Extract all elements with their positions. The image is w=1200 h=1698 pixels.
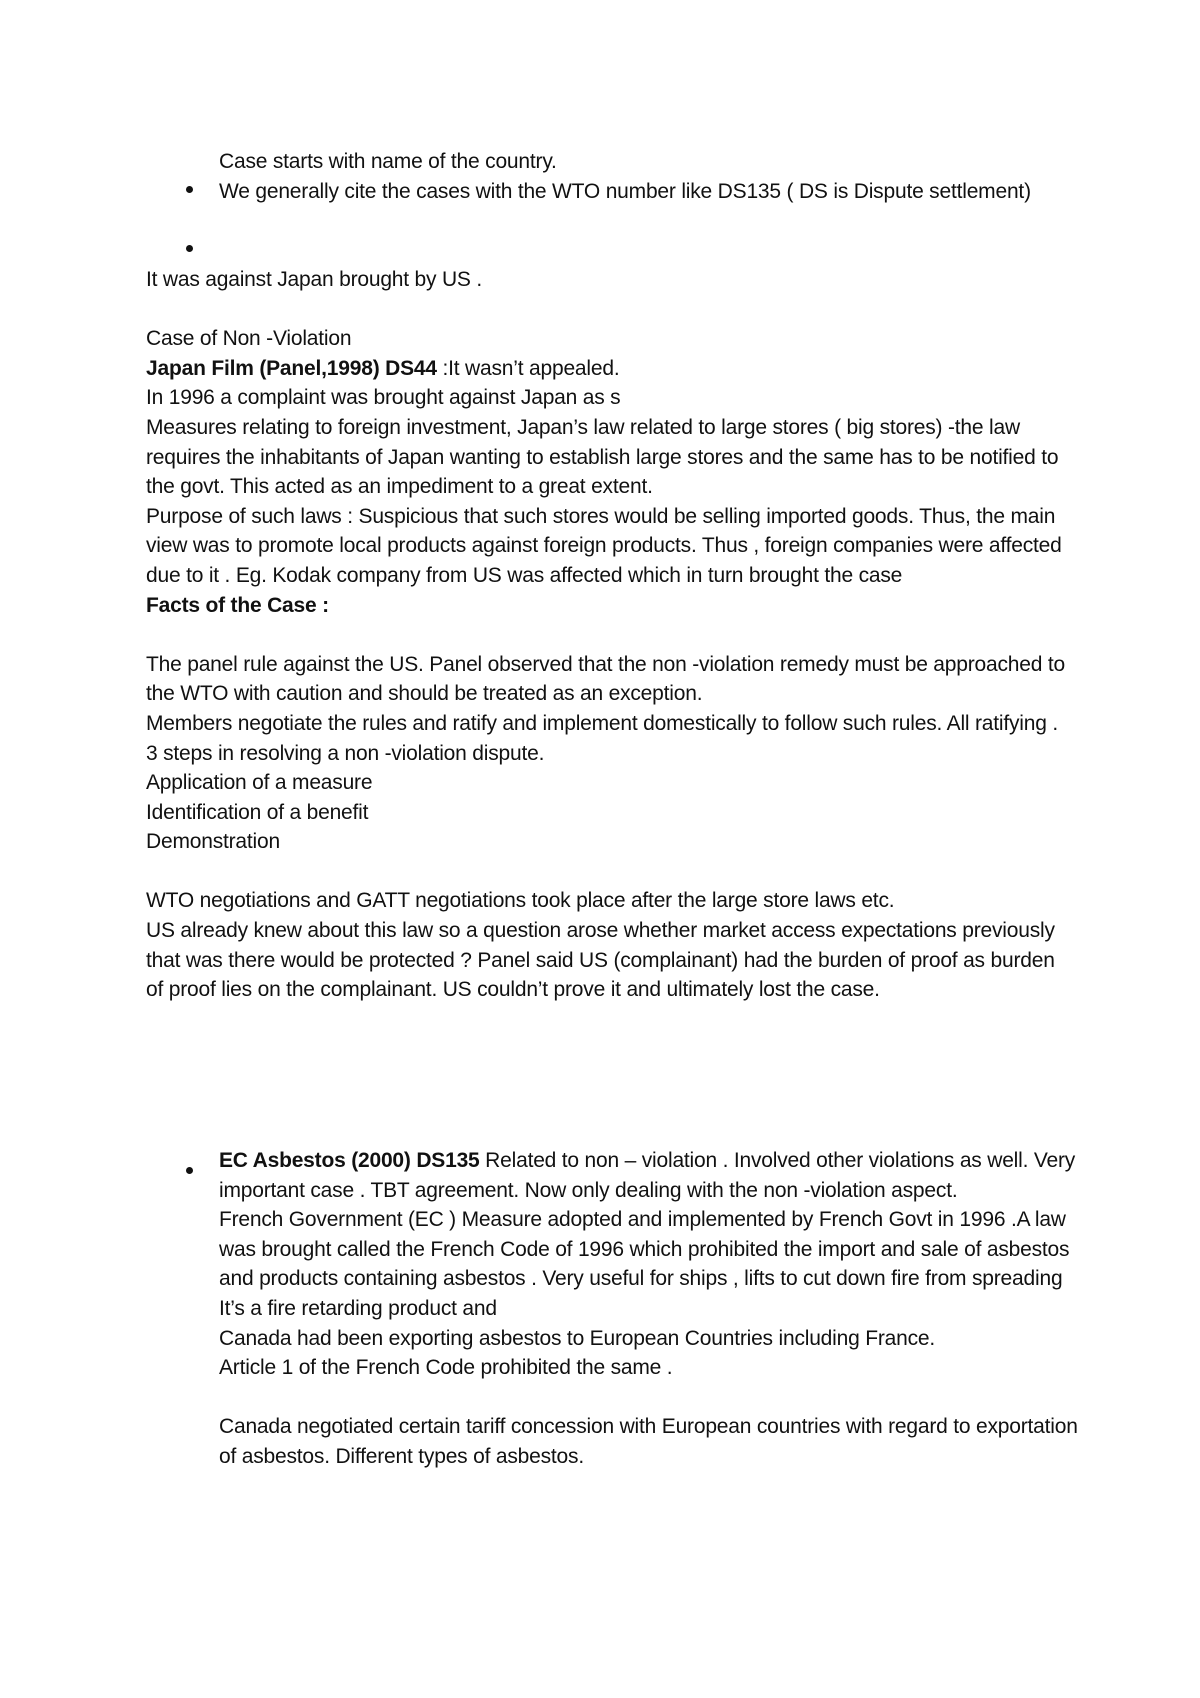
us-knew-paragraph: US already knew about this law so a question arose whether market access expectations previously that was there would be protected ? Panel said US (complainant) had the burden of proof as burden of proof lies on the complainant. US couldn’t prove it and ultimately lost the case. — [146, 919, 1055, 1002]
purpose-paragraph: Purpose of such laws : Suspicious that such stores would be selling imported goods. Thus, the main view was to promote local products against foreign products. Thus , foreign companies were affected due to it . Eg. Kodak company from US was affected which in turn brought the case — [146, 504, 1062, 587]
japan-film-case-title: Japan Film (Panel,1998) DS44 — [146, 356, 437, 380]
intro-bullet-wto-number: We generally cite the cases with the WTO number like DS135 ( DS is Dispute settlement) — [219, 179, 1031, 203]
japan-film-case-note: :It wasn’t appealed. — [436, 356, 620, 380]
facts-heading: Facts of the Case : — [146, 593, 329, 617]
japan-section — [146, 265, 1076, 1005]
bullet-dot-icon — [186, 186, 193, 193]
asbestos-section — [219, 1146, 1079, 1472]
negotiations-line: WTO negotiations and GATT negotiations took place after the large store laws etc. — [146, 889, 895, 913]
complaint-1996-line: In 1996 a complaint was brought against Japan as s — [146, 386, 621, 410]
japan-film-case-line — [146, 354, 1076, 384]
intro-line-country: Case starts with name of the country. — [219, 150, 557, 173]
french-government-paragraph: French Government (EC ) Measure adopted and implemented by French Govt in 1996 .A law was brought called the French Code of 1996 which prohibited the import and sale of asbestos and products containing asbestos . Very useful for ships , lifts to cut down fire from spreading It’s a fire retarding product and — [219, 1208, 1070, 1320]
asbestos-case-note: Related to non – violation . Involved other violations as well. Very important case . TBT agreement. Now only dealing with the non -violation aspect. — [219, 1149, 1076, 1202]
tariff-concession-paragraph: Canada negotiated certain tariff concession with European countries with regard to exportation of asbestos. Different types of asbestos. — [219, 1415, 1078, 1468]
canada-exporting-line: Canada had been exporting asbestos to European Countries including France. — [219, 1326, 936, 1350]
non-violation-heading: Case of Non -Violation — [146, 327, 352, 351]
step-demonstration: Demonstration — [146, 830, 280, 854]
bullet-dot-icon — [186, 1167, 193, 1174]
asbestos-case-line — [219, 1146, 1079, 1205]
members-negotiate-paragraph: Members negotiate the rules and ratify and implement domestically to follow such rules. All ratifying . — [146, 711, 1059, 735]
intro-indented-block — [219, 147, 1079, 206]
against-japan-line: It was against Japan brought by US . — [146, 268, 482, 291]
step-application: Application of a measure — [146, 771, 373, 795]
bullet-dot-icon — [186, 245, 193, 252]
step-identification: Identification of a benefit — [146, 800, 369, 824]
article-1-line: Article 1 of the French Code prohibited the same . — [219, 1356, 673, 1380]
panel-rule-paragraph: The panel rule against the US. Panel observed that the non -violation remedy must be approached to the WTO with caution and should be treated as an exception. — [146, 652, 1065, 706]
asbestos-case-title: EC Asbestos (2000) DS135 — [219, 1149, 480, 1172]
measures-paragraph: Measures relating to foreign investment, Japan’s law related to large stores ( big stores) -the law requires the inhabitants of Japan wanting to establish large stores and the same has to be notified to the govt. This acted as an impediment to a great extent. — [146, 415, 1059, 499]
three-steps-line: 3 steps in resolving a non -violation dispute. — [146, 741, 545, 765]
